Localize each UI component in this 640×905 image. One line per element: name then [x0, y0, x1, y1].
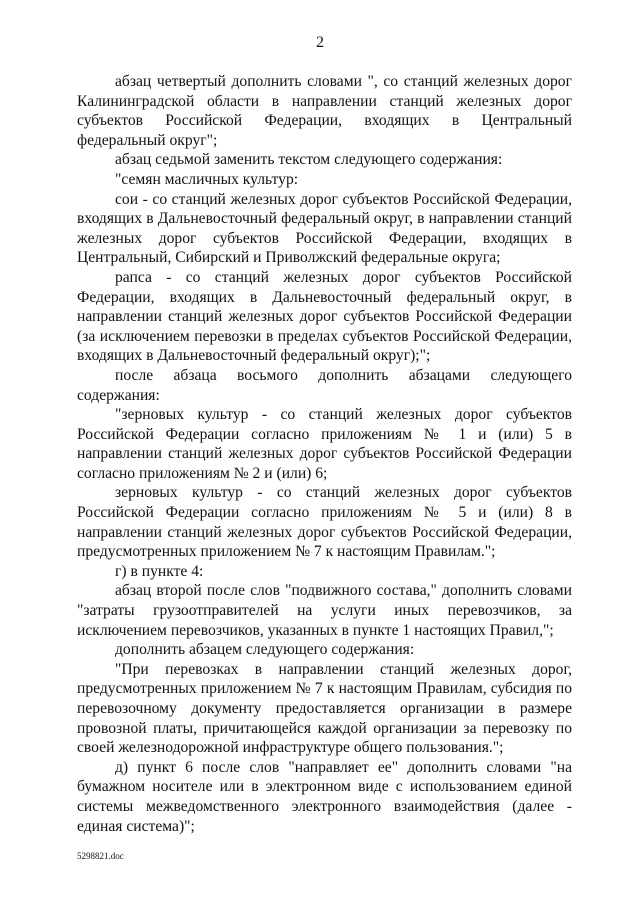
paragraph-10: абзац второй после слов "подвижного состава," дополнить словами "затраты грузоотправителей на услуги иных перевозчиков, за исключением перевозчиков, указанных в пункте 1 настоящих Правил,"; [77, 582, 572, 639]
paragraph-6: после абзаца восьмого дополнить абзацами следующего содержания: [77, 366, 572, 404]
paragraph-13: д) пункт 6 после слов "направляет ее" дополнить словами "на бумажном носителе или в электронном виде с использованием единой системы межведомственного электронного взаимодействия (далее - единая система)"; [77, 758, 572, 835]
paragraph-3: "семян масличных культур: [115, 170, 299, 188]
paragraph-7: "зерновых культур - со станций железных дорог субъектов Российской Федерации согласно приложениям № 1 и (или) 5 в направлении станций железных дорог субъектов Российской Федерации согласно приложениям № 2 и (или) 6; [77, 406, 572, 482]
paragraph-8: зерновых культур - со станций железных дорог субъектов Российской Федерации согласно приложениям № 5 и (или) 8 в направлении станций железных дорог субъектов Российской Федерации, предусмотренных приложением № 7 к настоящим Правилам."; [77, 484, 572, 561]
paragraph-12: "При перевозках в направлении станций железных дорог, предусмотренных приложением № 7 к настоящим Правилам, субсидия по перевозочному документу предоставляется организации в размере провозной платы, причитающейся каждой организации за перевозку по своей железнодорожной инфраструктуре общего пользования."; [77, 660, 572, 757]
paragraph-1: абзац четвертый дополнить словами ", со станций железных дорог Калининградской области в направлении станций железных дорог субъектов Российской Федерации, входящих в Центральный федеральный округ"; [77, 73, 572, 149]
paragraph-4: сои - со станций железных дорог субъектов Российской Федерации, входящих в Дальневосточный федеральный округ, в направлении станций железных дорог субъектов Российской Федерации, входящих в Центральный, Сибирский и Приволжский федеральные округа; [77, 190, 572, 267]
page-number: 2 [316, 34, 324, 51]
paragraph-2: абзац седьмой заменить текстом следующего содержания: [115, 151, 503, 169]
paragraph-5: рапса - со станций железных дорог субъектов Российской Федерации, входящих в Дальневосточный федеральный округ, в направлении станций железных дорог субъектов Российской Федерации (за исключением перевозки в пределах субъектов Российской Федерации, входящих в Дальневосточный федеральный округ);"; [77, 268, 572, 365]
paragraph-11: дополнить абзацем следующего содержания: [115, 641, 415, 659]
footer-file-name: 5298821.doc [77, 851, 124, 861]
document-body [77, 72, 572, 836]
paragraph-9: г) в пункте 4: [115, 562, 204, 580]
